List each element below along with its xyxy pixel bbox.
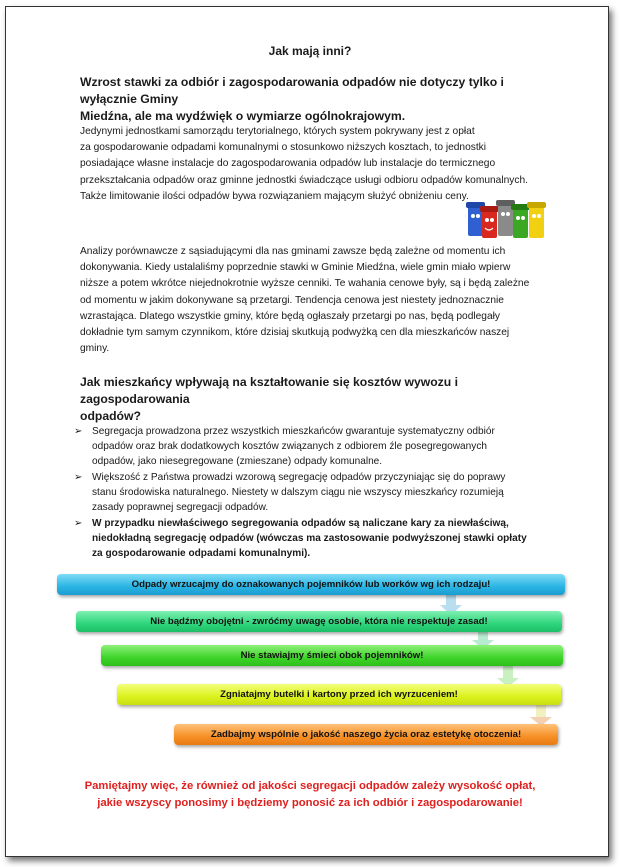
heading-line: Jak mieszkańcy wpływają na kształtowanie się kosztów wywozu i zagospodarowania bbox=[80, 375, 458, 406]
text-line: dokonywania. Kiedy ustalaliśmy poprzednie stawki w Gminie Miedźna, wiele gmin miało wpierw bbox=[80, 262, 511, 274]
step-3-banner bbox=[101, 645, 563, 666]
footer-reminder bbox=[0, 778, 620, 811]
paragraph-2 bbox=[80, 244, 544, 357]
bin-icon-red bbox=[480, 206, 499, 238]
text-line: odpadów, jako niesegregowane (zmieszane) odpady komunalne. bbox=[92, 456, 383, 467]
text-line: za gospodarowanie odpadami komunalnymi). bbox=[92, 548, 311, 559]
step-label: Nie stawiajmy śmieci obok pojemników! bbox=[240, 650, 424, 661]
text-line: niższe a potem wkrótce niejednokrotnie wyższe cenniki. Te wahania cenowe były, są i będą zależne bbox=[80, 278, 530, 290]
heading-line: odpadów? bbox=[80, 409, 141, 423]
connector-arrow-icon bbox=[536, 705, 546, 717]
connector-arrow-icon bbox=[478, 632, 488, 640]
text-line: stanu środowiska naturalnego. Niestety w dalszym ciągu nie wszyscy mieszkańcy rozumieją bbox=[92, 487, 504, 498]
connector-arrow-icon bbox=[503, 666, 513, 678]
list-item bbox=[74, 470, 554, 515]
page-title: Jak mają inni? bbox=[268, 44, 352, 58]
step-label: Odpady wrzucajmy do oznakowanych pojemników lub worków wg ich rodzaju! bbox=[131, 579, 491, 590]
arrow-bullet-icon: ➢ bbox=[74, 472, 83, 483]
text-line: gminy. bbox=[80, 343, 110, 355]
text-line: niedokładną segregację odpadów (wówczas ma zastosowanie podwyższonej stawki opłaty bbox=[92, 533, 527, 544]
text-line: odpadów oraz brak dodatkowych kosztów związanych z odbiorem źle posegregowanych bbox=[92, 441, 487, 452]
footer-line: Pamiętajmy więc, że również od jakości segregacji odpadów zależy wysokość opłat, bbox=[84, 780, 536, 792]
text-line: posiadające własne instalacje do zagospodarowania odpadów lub instalacje do termicznego bbox=[80, 158, 496, 170]
section1-heading bbox=[80, 74, 550, 125]
step-5-banner bbox=[174, 724, 558, 745]
arrow-bullet-icon: ➢ bbox=[74, 518, 83, 529]
text-line: od momentu w jakim dokonywane są przetargi. Tendencja cenowa jest niestety jednoznacznie bbox=[80, 294, 504, 306]
step-label: Nie bądźmy obojętni - zwróćmy uwagę osobie, która nie respektuje zasad! bbox=[150, 616, 488, 627]
text-line: Większość z Państwa prowadzi wzorową segregację odpadów przyczyniając się do poprawy bbox=[92, 472, 506, 483]
list-item bbox=[74, 424, 554, 469]
text-line: zasady poprawnej segregacji odpadów. bbox=[92, 502, 269, 513]
text-line: Segregacja prowadzona przez wszystkich mieszkańców gwarantuje systematyczny odbiór bbox=[92, 426, 495, 437]
heading-line: Miedźna, ale ma wydźwięk o wymiarze ogólnokrajowym. bbox=[80, 109, 406, 123]
footer-line: jakie wszyscy ponosimy i będziemy ponosić za ich odbiór i zagospodarowanie! bbox=[97, 796, 523, 809]
text-line: W przypadku niewłaściwego segregowania odpadów są naliczane kary za niewłaściwą, bbox=[92, 518, 509, 529]
text-line: dokładnie tym samym czynnikom, które dzisiaj skutkują podwyżką cen dla mieszkańców naszej bbox=[80, 327, 510, 339]
text-line: przekształcania odpadów oraz gminne jednostki świadczące usługi odbioru odpadów komunalnych. bbox=[80, 174, 528, 186]
text-line: Także limitowanie ilości odpadów bywa rozwiązaniem mającym służyć obniżeniu ceny. bbox=[80, 190, 469, 202]
step-4-banner bbox=[117, 684, 561, 705]
step-1-banner bbox=[57, 574, 565, 595]
step-2-banner bbox=[76, 611, 562, 632]
text-line: wzrastająca. Dlatego wszystkie gminy, które będą ogłaszały przetargi po nas, będą podlegały bbox=[80, 310, 500, 322]
section2-heading bbox=[80, 374, 550, 425]
text-line: Jedynymi jednostkami samorządu terytorialnego, których system pokrywany jest z opłat bbox=[80, 126, 475, 137]
arrow-bullet-icon: ➢ bbox=[74, 426, 83, 437]
recycling-bins-illustration bbox=[466, 196, 548, 242]
connector-arrow-icon bbox=[446, 595, 456, 605]
bullet-list bbox=[74, 424, 554, 562]
step-label: Zgniatajmy butelki i kartony przed ich wyrzuceniem! bbox=[220, 689, 458, 700]
heading-line: Wzrost stawki za odbiór i zagospodarowania odpadów nie dotyczy tylko i wyłącznie Gminy bbox=[80, 75, 504, 106]
step-label: Zadbajmy wspólnie o jakość naszego życia oraz estetykę otoczenia! bbox=[210, 729, 522, 740]
bin-icon-green bbox=[511, 204, 530, 238]
bin-icon-yellow bbox=[527, 202, 546, 238]
paragraph-1 bbox=[80, 124, 544, 205]
text-line: za gospodarowanie odpadami komunalnymi o stosunkowo niższych kosztach, to jednostki bbox=[80, 142, 487, 154]
text-line: Analizy porównawcze z sąsiadującymi dla nas gminami zawsze będą zależne od momentu ich bbox=[80, 246, 506, 257]
list-item bbox=[74, 516, 554, 561]
